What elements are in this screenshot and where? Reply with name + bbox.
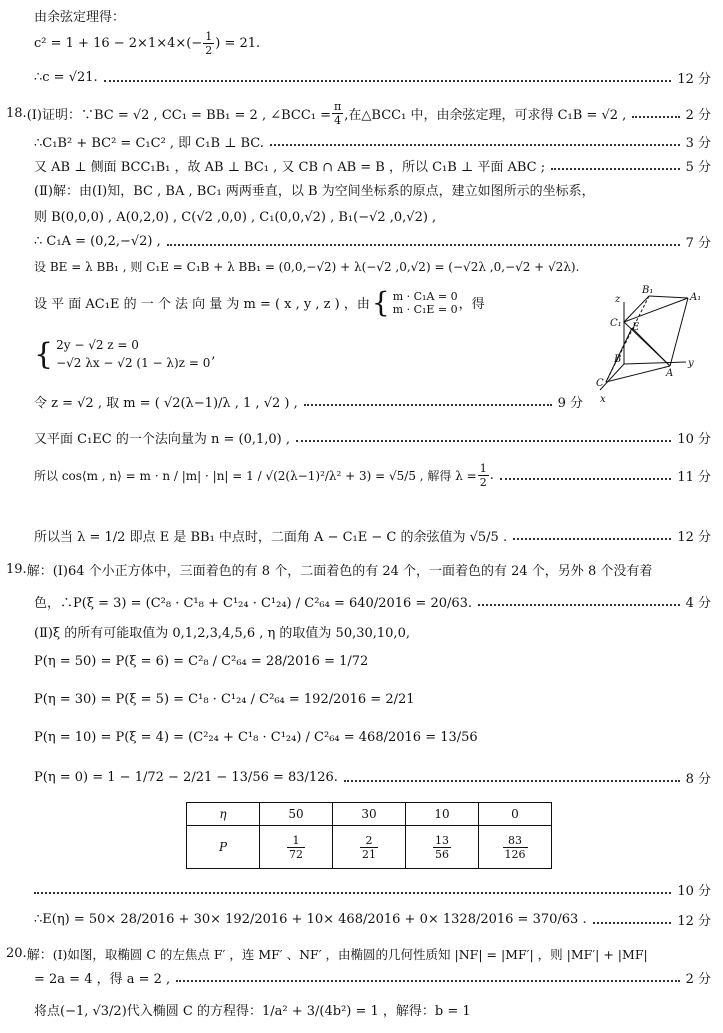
text: 所以当 λ = 1/2 即点 E 是 BB₁ 中点时，二面角 A − C₁E − C 的余弦值为 √5/5 . xyxy=(34,530,508,545)
score: 2 分 xyxy=(685,108,711,123)
leader-dots xyxy=(270,144,680,146)
text-line xyxy=(34,286,583,319)
label-c1: C₁ xyxy=(610,318,622,329)
text: 将点(−1, √3/2)代入椭圆 C 的方程得：1/a² + 3/(4b²) = 1 ，解得：b = 1 xyxy=(34,1004,471,1019)
table-cell: η xyxy=(187,803,260,826)
coordinate-figure xyxy=(592,282,710,412)
score-line xyxy=(34,428,711,447)
score-line xyxy=(34,968,711,987)
table-cell: 0 xyxy=(479,803,552,826)
text: 色，∴P(ξ = 3) = (C²₈ · C¹₈ + C¹₂₄ · C¹₂₄) / C²₆₄ = 640/2016 = 20/63. xyxy=(34,596,473,611)
text: ) = 21. xyxy=(215,36,261,51)
score: 9 分 xyxy=(557,396,583,411)
text-line xyxy=(34,1000,711,1019)
label-b: B xyxy=(614,354,622,365)
leader-dots xyxy=(34,892,671,894)
label-y: y xyxy=(688,358,694,369)
leader-dots xyxy=(304,404,552,406)
table-cell: $\frac{2}{21}$ xyxy=(333,826,406,869)
text: (Ⅱ)ξ 的所有可能取值为 0,1,2,3,4,5,6 , η 的取值为 50,30,10,0, xyxy=(34,626,410,641)
text: ，得 xyxy=(458,297,485,312)
score: 3 分 xyxy=(685,136,711,151)
label-b1: B₁ xyxy=(642,285,654,296)
text-line: { 2y − √2 z = 0 −√2 λx − √2 (1 − λ)z = 0 , xyxy=(34,336,216,372)
text: P(η = 0) = 1 − 1/72 − 2/21 − 13/56 = 83/126. xyxy=(34,770,338,785)
problem-number: 18. xyxy=(6,106,27,121)
text: ∴c = √21. xyxy=(34,70,98,85)
text-line xyxy=(34,30,711,57)
edge xyxy=(649,296,688,298)
system-brace: { xyxy=(371,286,390,319)
label-a1: A₁ xyxy=(690,292,702,303)
text: 又平面 C₁EC 的一个法向量为 n = (0,1,0) , xyxy=(34,432,291,447)
distribution-table xyxy=(186,802,552,869)
text-line xyxy=(34,730,711,745)
leader-dots xyxy=(500,478,671,480)
text: = 2a = 4 ，得 a = 2 , xyxy=(34,972,171,987)
text-line xyxy=(6,560,711,579)
fraction: $\frac{\pi}{4}$ xyxy=(334,100,342,127)
text: ∴ C₁A = (0,2,−√2) , xyxy=(34,234,161,249)
system: 2y − √2 z = 0 −√2 λx − √2 (1 − λ)z = 0 xyxy=(56,338,211,370)
score-line: 所以 cos⟨m , n⟩ = m · n / |m| · |n| = 1 / √(2(λ−1)²/λ² + 3) = √5/5 , 解得 λ = $\frac{1}{2}$ . 11 分 xyxy=(34,462,711,489)
problem-number: 19. xyxy=(6,562,27,577)
score: 7 分 xyxy=(685,236,711,251)
score-line xyxy=(34,68,711,87)
label: 解： xyxy=(26,948,53,963)
label-c: C xyxy=(596,378,604,389)
fraction: $\frac{1}{2}$ xyxy=(205,30,213,57)
text: P(η = 50) = P(ξ = 6) = C²₈ / C²₆₄ = 28/2016 = 1/72 xyxy=(34,654,369,669)
text-line xyxy=(34,180,711,199)
score-line xyxy=(34,880,711,899)
score-line xyxy=(34,232,711,251)
text-line xyxy=(34,622,711,641)
text: (Ⅰ)证明：∵BC = √2 , CC₁ = BB₁ = 2 , ∠BCC₁ = xyxy=(26,108,332,123)
fraction: $\frac{1}{2}$ xyxy=(479,462,487,489)
leader-dots xyxy=(344,780,680,782)
score-line xyxy=(34,392,583,411)
text: 又 AB ⊥ 侧面 BCC₁B₁ ，故 AB ⊥ BC₁ , 又 CB ∩ AB = B ，所以 C₁B ⊥ 平面 ABC ; xyxy=(34,160,546,175)
score: 12 分 xyxy=(677,914,711,929)
text: ∴E(η) = 50× 28/2016 + 30× 192/2016 + 10× 468/2016 + 0× 1328/2016 = 370/63 . xyxy=(34,912,587,927)
leader-dots xyxy=(176,980,679,982)
score: 12 分 xyxy=(677,530,711,545)
leader-dots xyxy=(104,80,672,82)
score-line xyxy=(34,592,711,611)
score-line xyxy=(34,910,711,929)
problem-number: 20. xyxy=(6,946,27,961)
score: 12 分 xyxy=(677,72,711,87)
edge xyxy=(624,296,649,322)
text-line xyxy=(6,944,711,963)
text: 令 z = √2 , 取 m = ( √2(λ−1)/λ , 1 , √2 ) , xyxy=(34,396,298,411)
text: 则 B(0,0,0) , A(0,2,0) , C(√2 ,0,0) , C₁(0,0,√2) , B₁(−√2 ,0,√2) , xyxy=(34,210,437,225)
edge xyxy=(606,366,670,382)
leader-dots xyxy=(632,116,679,118)
label-e: E xyxy=(632,322,640,333)
edge xyxy=(624,298,688,322)
score: 10 分 xyxy=(677,884,711,899)
table-cell: $\frac{83}{126}$ xyxy=(479,826,552,869)
score: 2 分 xyxy=(685,972,711,987)
y-axis xyxy=(624,362,686,364)
table-cell: 30 xyxy=(333,803,406,826)
table-cell: $\frac{13}{56}$ xyxy=(406,826,479,869)
leader-dots xyxy=(593,922,672,924)
leader-dots xyxy=(296,440,671,442)
text-line xyxy=(34,654,711,669)
text-line xyxy=(34,206,711,225)
leader-dots xyxy=(551,168,680,170)
table-row xyxy=(187,826,552,869)
edge xyxy=(670,298,688,366)
table-cell: $\frac{1}{72}$ xyxy=(260,826,333,869)
system-brace: { xyxy=(34,336,54,372)
text: (Ⅱ)解：由(Ⅰ)知，BC , BA , BC₁ 两两垂直，以 B 为空间坐标系的原点，建立如图所示的坐标系， xyxy=(34,184,595,199)
text: (Ⅰ)64 个小正方体中，三面着色的有 8 个，二面着色的有 24 个，一面着色的有 24 个，另外 8 个没有着 xyxy=(52,564,653,579)
text: 所以 cos⟨m , n⟩ = m · n / |m| · |n| = 1 / √(2(λ−1)²/λ² + 3) = √5/5 , 解得 λ = xyxy=(34,469,477,483)
text-line xyxy=(34,692,711,707)
score-line xyxy=(34,132,711,151)
score-line xyxy=(34,156,711,175)
text: ∴C₁B² + BC² = C₁C² , 即 C₁B ⊥ BC. xyxy=(34,136,264,151)
text: c² = 1 + 16 − 2×1×4×(− xyxy=(34,36,203,51)
text: ,在△BCC₁ 中，由余弦定理，可求得 C₁B = √2 , xyxy=(344,108,627,123)
text: P(η = 10) = P(ξ = 4) = (C²₂₄ + C¹₈ · C¹₂₄) / C²₆₄ = 468/2016 = 13/56 xyxy=(34,730,478,745)
text-line xyxy=(34,6,711,25)
label: 解： xyxy=(26,564,53,579)
table-cell: P xyxy=(187,826,260,869)
leader-dots xyxy=(167,244,680,246)
table-header-row xyxy=(187,803,552,826)
score: 8 分 xyxy=(685,772,711,787)
table-cell: 50 xyxy=(260,803,333,826)
text: 由余弦定理得： xyxy=(34,10,126,25)
leader-dots xyxy=(513,538,671,540)
system: m · C₁A = 0 m · C₁E = 0 xyxy=(392,289,458,316)
score-line xyxy=(6,100,711,127)
score: 11 分 xyxy=(677,470,711,485)
score-line xyxy=(34,768,711,787)
text: P(η = 30) = P(ξ = 5) = C¹₈ · C¹₂₄ / C²₆₄ = 192/2016 = 2/21 xyxy=(34,692,415,707)
table-cell: 10 xyxy=(406,803,479,826)
score: 10 分 xyxy=(677,432,711,447)
edge xyxy=(632,328,670,366)
score: 5 分 xyxy=(685,160,711,175)
label-z: z xyxy=(615,294,621,305)
score-line xyxy=(34,526,711,545)
text: 设 BE = λ BB₁ , 则 C₁E = C₁B + λ BB₁ = (0,0,−√2) + λ(−√2 ,0,√2) = (−√2λ ,0,−√2 + √2λ). xyxy=(34,260,580,274)
text-line xyxy=(34,258,711,275)
label-x: x xyxy=(600,394,606,405)
label-a: A xyxy=(666,368,674,379)
score: 4 分 xyxy=(685,596,711,611)
leader-dots xyxy=(478,604,680,606)
text: (Ⅰ)如图，取椭圆 C 的左焦点 F′ ，连 MF′ 、NF′ ，由椭圆的几何性质知 |NF| = |MF′| ，则 |MF′| + |MF| xyxy=(52,946,648,962)
text: 设 平 面 AC₁E 的 一 个 法 向 量 为 m = ( x , y , z ) ，由 xyxy=(34,297,370,312)
